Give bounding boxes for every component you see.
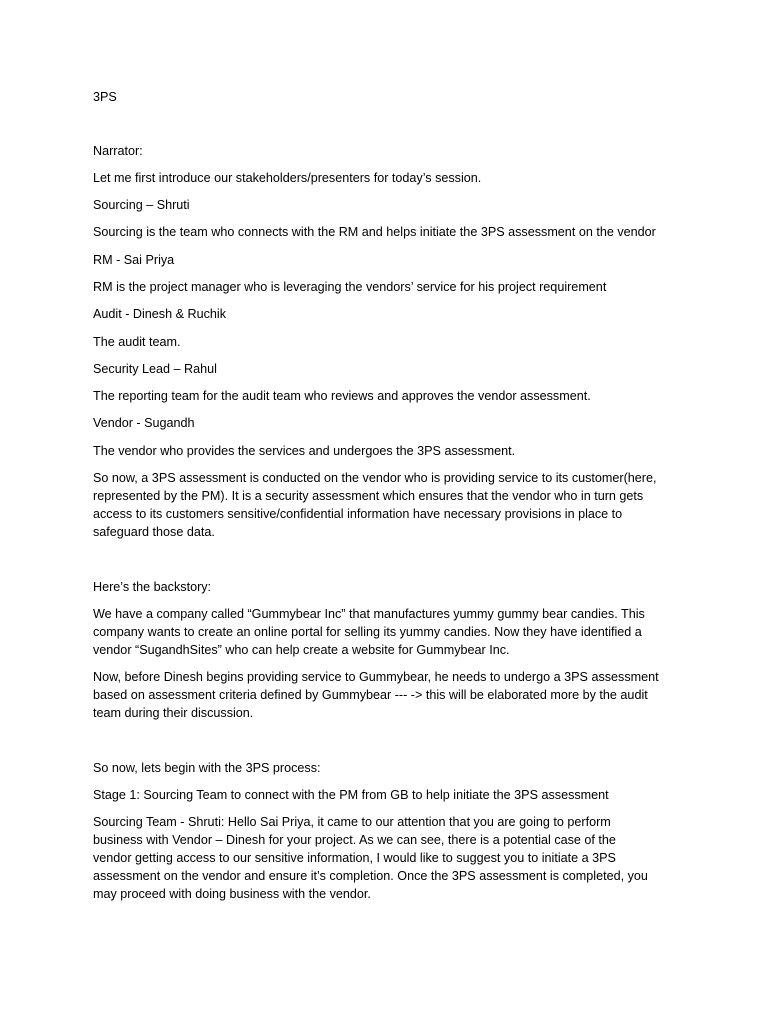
- stakeholder-name: Vendor - Sugandh: [93, 416, 195, 430]
- dialogue-line: vendor getting access to our sensitive information, I would like to suggest you to initiate a 3PS: [93, 851, 616, 865]
- stakeholder-name: RM - Sai Priya: [93, 253, 175, 267]
- narrator-label: Narrator:: [93, 144, 143, 158]
- stakeholder-name: Security Lead – Rahul: [93, 362, 217, 376]
- backstory-line: vendor “SugandhSites” who can help create a website for Gummybear Inc.: [93, 643, 510, 657]
- dialogue-line: business with Vendor – Dinesh for your project. As we can see, there is a potential case of the: [93, 833, 616, 847]
- dialogue-line: may proceed with doing business with the vendor.: [93, 887, 371, 901]
- summary-line: represented by the PM). It is a security assessment which ensures that the vendor who in turn gets: [93, 489, 644, 503]
- backstory-line: Now, before Dinesh begins providing service to Gummybear, he needs to undergo a 3PS assessment: [93, 670, 659, 684]
- process-heading: So now, lets begin with the 3PS process:: [93, 761, 321, 775]
- backstory-line: We have a company called “Gummybear Inc” that manufactures yummy gummy bear candies. This: [93, 607, 645, 621]
- summary-line: access to its customers sensitive/confidential information have necessary provisions in place to: [93, 507, 623, 521]
- document-title: 3PS: [93, 90, 117, 104]
- stakeholder-name: Sourcing – Shruti: [93, 198, 190, 212]
- stakeholder-description: The reporting team for the audit team who reviews and approves the vendor assessment.: [93, 389, 591, 403]
- stage-1-heading: Stage 1: Sourcing Team to connect with the PM from GB to help initiate the 3PS assessment: [93, 788, 609, 802]
- backstory-line: based on assessment criteria defined by Gummybear --- -> this will be elaborated more by the audit: [93, 688, 648, 702]
- backstory-heading: Here’s the backstory:: [93, 580, 212, 594]
- stakeholder-description: The audit team.: [93, 335, 181, 349]
- stakeholder-description: Sourcing is the team who connects with the RM and helps initiate the 3PS assessment on the vendor: [93, 225, 656, 239]
- stakeholder-description: The vendor who provides the services and undergoes the 3PS assessment.: [93, 444, 516, 458]
- dialogue-line: assessment on the vendor and ensure it’s completion. Once the 3PS assessment is completed, you: [93, 869, 648, 883]
- stakeholder-name: Audit - Dinesh & Ruchik: [93, 307, 226, 321]
- summary-line: safeguard those data.: [93, 525, 215, 539]
- summary-line: So now, a 3PS assessment is conducted on the vendor who is providing service to its customer(here,: [93, 471, 657, 485]
- intro-text: Let me first introduce our stakeholders/presenters for today’s session.: [93, 171, 482, 185]
- backstory-line: team during their discussion.: [93, 706, 254, 720]
- backstory-line: company wants to create an online portal for selling its yummy candies. Now they have identified a: [93, 625, 642, 639]
- dialogue-line: Sourcing Team - Shruti: Hello Sai Priya, it came to our attention that you are going to perform: [93, 815, 611, 829]
- stakeholder-description: RM is the project manager who is leveraging the vendors’ service for his project requirement: [93, 280, 607, 294]
